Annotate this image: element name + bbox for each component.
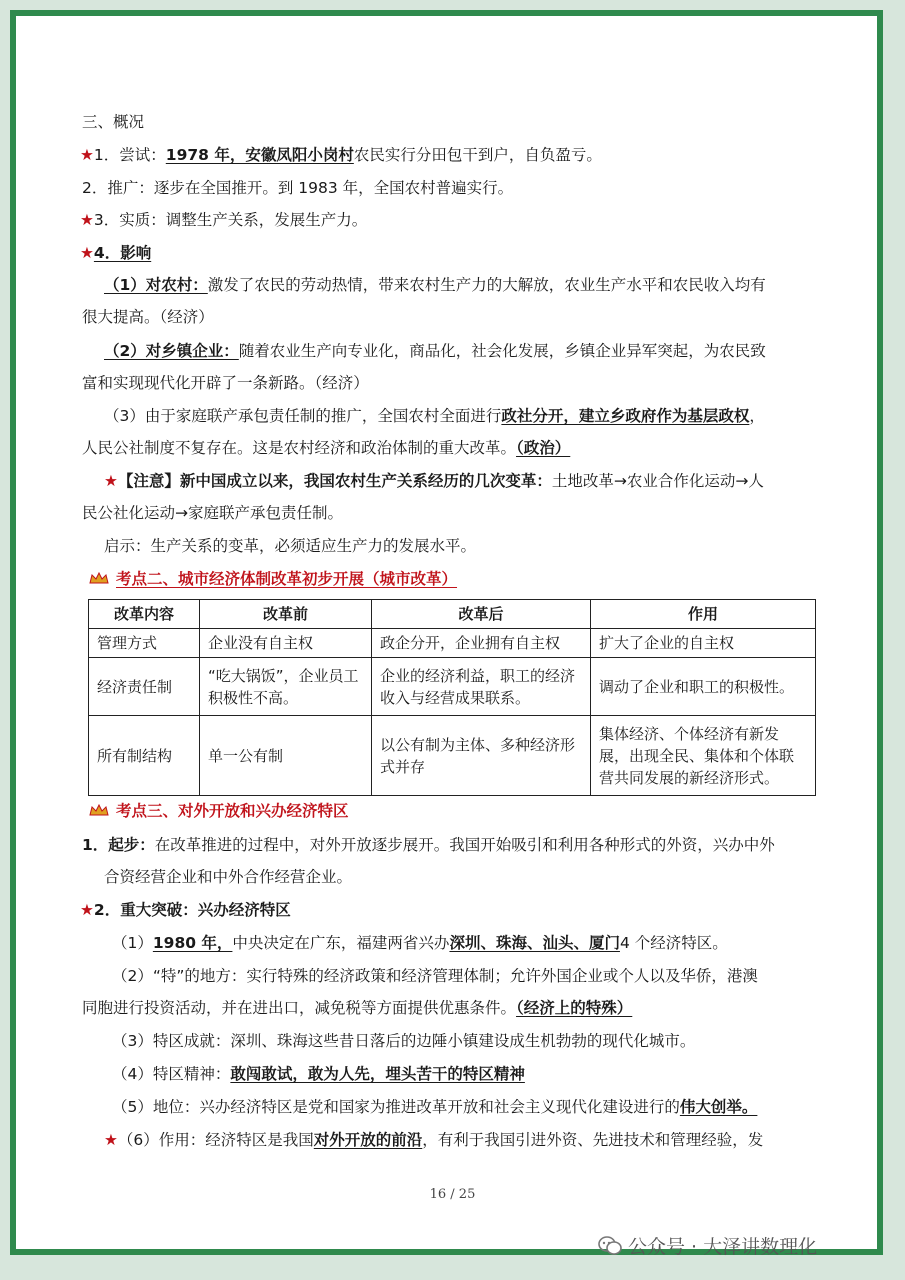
kaodian3-heading: 考点三、对外开放和兴办经济特区 [88,801,349,821]
sez-p6: ★（6）作用：经济特区是我国对外开放的前沿，有利于我国引进外资、先进技术和管理经验，发 [104,1131,764,1149]
table-row [89,658,816,716]
table-row [89,629,816,658]
star-icon: ★ [80,146,94,164]
table-row [89,716,816,796]
item-essence: ★3．实质：调整生产关系，发展生产力。 [80,211,368,229]
table-cell: “吃大锅饭”，企业员工积极性不高。 [200,658,372,716]
table-header-cell: 作用 [591,600,816,629]
sez-p4: （4）特区精神：敢闯敢试，敢为人先，埋头苦干的特区精神 [112,1065,525,1083]
influence-politics-line1: （3）由于家庭联产承包责任制的推广，全国农村全面进行政社分开，建立乡政府作为基层政权， [104,407,765,425]
influence-town-line2: 富和实现现代化开辟了一条新路。（经济） [82,374,369,392]
star-icon: ★ [80,211,94,229]
section-title: 三、概况 [82,113,145,131]
breakthrough-title: ★2．重大突破：兴办经济特区 [80,901,291,919]
influence-politics-line2: 人民公社制度不复存在。这是农村经济和政治体制的重大改革。（政治） [82,439,571,457]
star-icon: ★ [104,472,118,490]
watermark: 公众号 · 大泽讲数理化 [598,1232,817,1259]
start-line2: 合资经营企业和中外合作经营企业。 [104,868,353,886]
influence-rural-line2: 很大提高。（经济） [82,308,214,326]
note-line1: ★【注意】新中国成立以来，我国农村生产关系经历的几次变革：土地改革→农业合作化运动→人 [104,472,764,490]
kaodian2-heading: 考点二、城市经济体制改革初步开展（城市改革） [88,569,457,589]
sez-p5: （5）地位：兴办经济特区是党和国家为推进改革开放和社会主义现代化建设进行的伟大创举。 [112,1098,758,1116]
table-header-cell: 改革前 [200,600,372,629]
table-cell: 政企分开，企业拥有自主权 [372,629,591,658]
table-header-cell: 改革内容 [89,600,200,629]
star-icon: ★ [80,244,94,262]
reform-table [88,599,816,796]
page-number: 16 / 25 [429,1187,476,1202]
insight: 启示：生产关系的变革，必须适应生产力的发展水平。 [104,537,477,555]
crown-icon [88,803,110,817]
influence-rural-line1: （1）对农村：激发了农民的劳动热情，带来农村生产力的大解放，农业生产水平和农民收入均有 [104,276,766,294]
sez-p1: （1）1980 年，中央决定在广东，福建两省兴办深圳、珠海、汕头、厦门4 个经济特区。 [112,934,728,952]
table-cell: 经济责任制 [89,658,200,716]
star-icon: ★ [80,901,94,919]
star-icon: ★ [104,1131,118,1149]
table-cell: 所有制结构 [89,716,200,796]
table-cell: 集体经济、个体经济有新发展，出现全民、集体和个体联营共同发展的新经济形式。 [591,716,816,796]
start-line1: 1．起步：在改革推进的过程中，对外开放逐步展开。我国开始吸引和利用各种形式的外资，兴办中外 [82,836,775,854]
item-try: ★1．尝试：1978 年，安徽凤阳小岗村农民实行分田包干到户，自负盈亏。 [80,146,602,164]
influence-town-line1: （2）对乡镇企业：随着农业生产向专业化，商品化，社会化发展，乡镇企业异军突起，为农民致 [104,342,766,360]
item-influence-title: ★4．影响 [80,244,152,262]
sez-p2-line1: （2）“特”的地方：实行特殊的经济政策和经济管理体制；允许外国企业或个人以及华侨，港澳 [112,967,758,985]
table-header-row [89,600,816,629]
note-line2: 民公社化运动→家庭联产承包责任制。 [82,504,343,522]
table-cell: 企业没有自主权 [200,629,372,658]
sez-p2-line2: 同胞进行投资活动，并在进出口，减免税等方面提供优惠条件。（经济上的特殊） [82,999,633,1017]
table-cell: 管理方式 [89,629,200,658]
table-cell: 企业的经济利益，职工的经济收入与经营成果联系。 [372,658,591,716]
item-promote: 2．推广：逐步在全国推开。到 1983 年，全国农村普遍实行。 [82,179,514,197]
table-cell: 以公有制为主体、多种经济形式并存 [372,716,591,796]
table-cell: 单一公有制 [200,716,372,796]
table-cell: 调动了企业和职工的积极性。 [591,658,816,716]
sez-p3: （3）特区成就：深圳、珠海这些昔日落后的边陲小镇建设成生机勃勃的现代化城市。 [112,1032,696,1050]
table-cell: 扩大了企业的自主权 [591,629,816,658]
wechat-icon [598,1235,622,1257]
table-header-cell: 改革后 [372,600,591,629]
crown-icon [88,571,110,585]
